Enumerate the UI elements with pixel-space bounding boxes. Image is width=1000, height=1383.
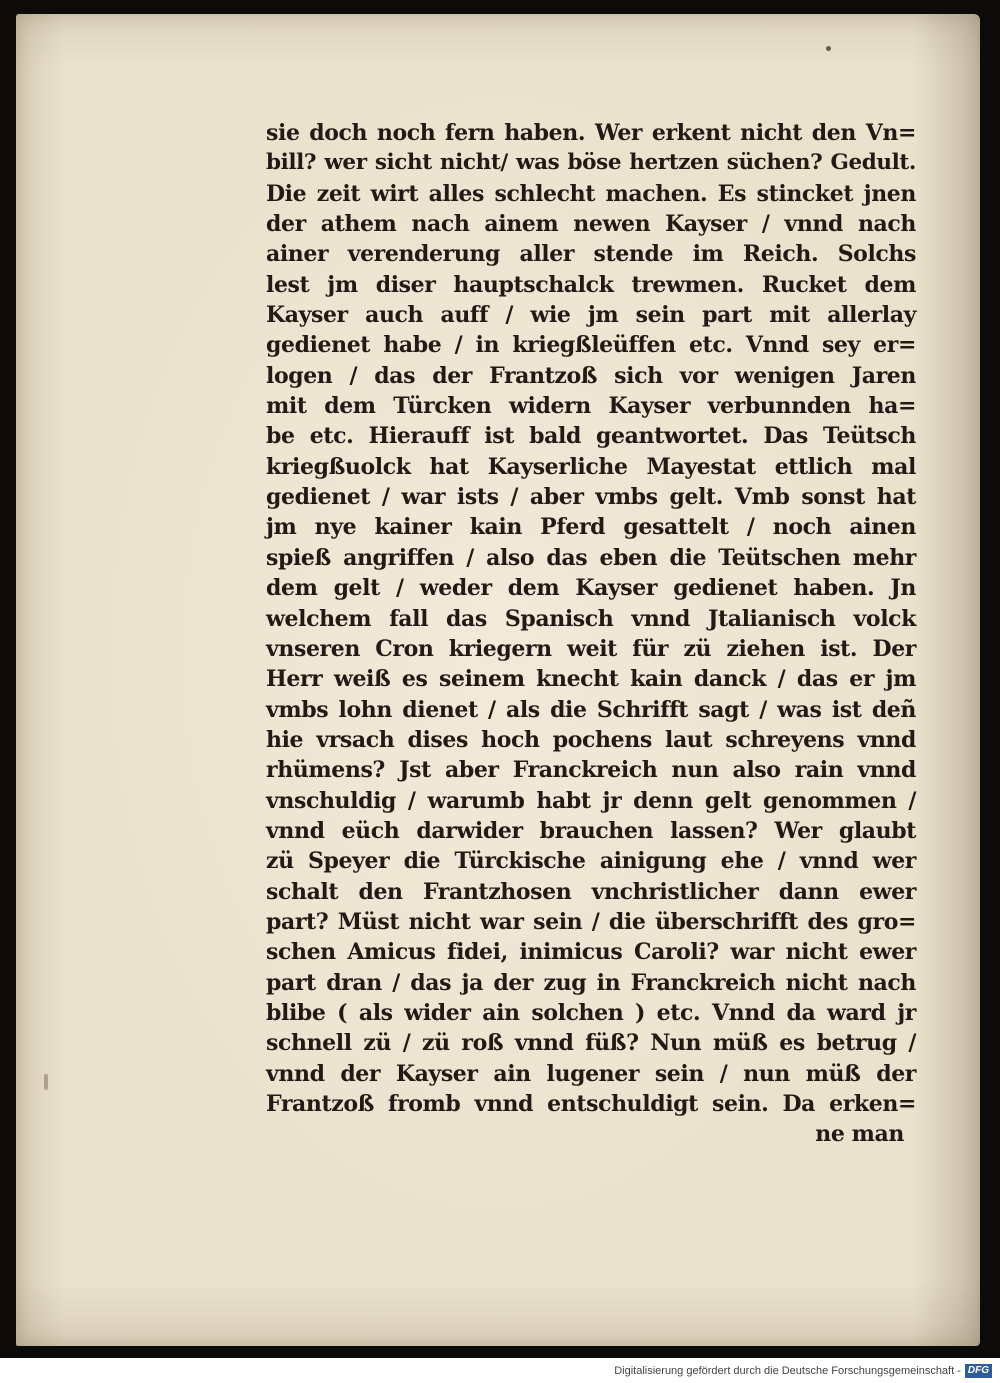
text-line: schen Amicus fidei, inimicus Caroli? war nicht ewer [266,939,916,966]
text-line: sie doch noch fern haben. Wer erkent nicht den Vn= [266,120,916,146]
text-line: vnnd der Kayser ain lugener sein / nun müß der [266,1060,916,1087]
text-line: mit dem Türcken widern Kayser verbunnden ha= [266,393,916,420]
text-line: blibe ( als wider ain solchen ) etc. Vnnd da ward jr [266,999,916,1026]
text-line: spieß angriffen / also das eben die Teütschen mehr [266,544,916,571]
text-line: Die zeit wirt alles schlecht machen. Es stincket jnen [266,180,916,207]
text-line: welchem fall das Spanisch vnnd Jtalianisch volck [266,605,916,632]
text-line: vnseren Cron kriegern weit für zü ziehen ist. Der [266,635,916,662]
text-line: ne man [815,1121,904,1148]
text-line: jm nye kainer kain Pferd gesattelt / noch ainen [266,514,916,541]
ink-spot [826,46,831,51]
text-line: Frantzoß fromb vnnd entschuldigt sein. Da erken= [266,1091,916,1117]
text-line: vnschuldig / warumb habt jr denn gelt genommen / [266,787,916,814]
book-page [16,14,980,1346]
text-line: part dran / das ja der zug in Franckreich nicht nach [266,969,916,996]
dfg-logo: DFG [965,1364,992,1378]
text-line: vmbs lohn dienet / als die Schrifft sagt / was ist deñ [266,696,916,723]
text-line: schalt den Frantzhosen vnchristlicher dann ewer [266,878,916,905]
text-line: rhümens? Jst aber Franckreich nun also rain vnnd [266,757,916,784]
text-line: vnnd eüch darwider brauchen lassen? Wer glaubt [266,817,916,844]
text-line: dem gelt / weder dem Kayser gedienet haben. Jn [266,575,916,602]
text-line: bill? wer sicht nicht/ was böse hertzen süchen? Gedult. [266,150,916,176]
paper-stain [44,1074,48,1090]
credit-text: Digitalisierung gefördert durch die Deutsche Forschungsgemeinschaft - [614,1365,961,1377]
text-line: Kayser auch auff / wie jm sein part mit allerlay [266,302,916,329]
text-line: be etc. Hierauff ist bald geantwortet. Das Teütsch [266,423,916,450]
text-line: schnell zü / zü roß vnnd füß? Nun müß es betrug / [266,1030,916,1057]
page-text-block [266,118,916,1150]
text-line: logen / das der Frantzoß sich vor wenigen Jaren [266,362,916,389]
text-line: hie vrsach dises hoch pochens laut schreyens vnnd [266,726,916,753]
text-line: gedienet habe / in kriegßleüffen etc. Vnnd sey er= [266,332,916,359]
text-line: part? Müst nicht war sein / die überschrifft des gro= [266,908,916,935]
text-line: der athem nach ainem newen Kayser / vnnd nach [266,211,916,238]
text-line: ainer verenderung aller stende im Reich. Solchs [266,241,916,268]
text-line: lest jm diser hauptschalck trewmen. Rucket dem [266,271,916,298]
text-line: kriegßuolck hat Kayserliche Mayestat ettlich mal [266,453,916,480]
text-line: Herr weiß es seinem knecht kain danck / das er jm [266,666,916,693]
digitization-credit [614,1362,992,1380]
text-line: gedienet / war ists / aber vmbs gelt. Vmb sonst hat [266,484,916,511]
text-line: zü Speyer die Türckische ainigung ehe / vnnd wer [266,848,916,875]
